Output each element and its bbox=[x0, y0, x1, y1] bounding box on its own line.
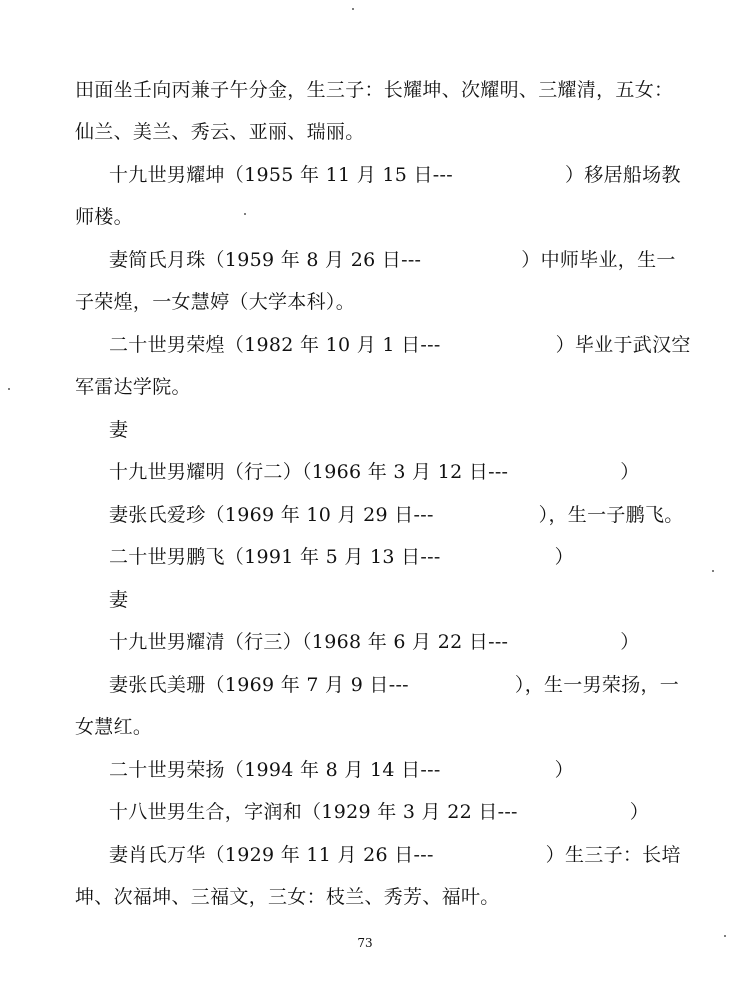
text-line: 师楼。 bbox=[75, 206, 133, 228]
text-line: 子荣煌，一女慧婷（大学本科）。 bbox=[75, 291, 356, 313]
text-line: 二十世男荣扬（1994 年 8 月 14 日--- ） bbox=[109, 759, 574, 781]
text-line: 二十世男鹏飞（1991 年 5 月 13 日--- ） bbox=[109, 546, 574, 568]
text-line: 军雷达学院。 bbox=[75, 376, 191, 398]
text-line: 田面坐壬向丙兼子午分金，生三子：长耀坤、次耀明、三耀清，五女： bbox=[75, 79, 674, 101]
text-line: 二十世男荣煌（1982 年 10 月 1 日--- ）毕业于武汉空 bbox=[109, 334, 691, 356]
text-line: 妻简氏月珠（1959 年 8 月 26 日--- ）中师毕业，生一 bbox=[109, 249, 676, 271]
scan-speck bbox=[352, 8, 354, 10]
page-number: 73 bbox=[357, 936, 373, 950]
text-line: 仙兰、美兰、秀云、亚丽、瑞丽。 bbox=[75, 121, 365, 143]
scan-speck bbox=[8, 388, 10, 390]
text-line: 坤、次福坤、三福文，三女：枝兰、秀芳、福叶。 bbox=[75, 886, 500, 908]
text-line: 妻张氏美珊（1969 年 7 月 9 日--- ），生一男荣扬，一 bbox=[109, 674, 680, 696]
scan-speck bbox=[244, 213, 246, 215]
text-line: 妻张氏爱珍（1969 年 10 月 29 日--- ），生一子鹏飞。 bbox=[109, 504, 684, 526]
text-line: 妻 bbox=[109, 419, 129, 441]
text-line: 妻 bbox=[109, 589, 129, 611]
text-line: 十九世男耀清（行三）（1968 年 6 月 22 日--- ） bbox=[109, 631, 640, 653]
text-line: 女慧红。 bbox=[75, 716, 153, 738]
text-line: 妻肖氏万华（1929 年 11 月 26 日--- ）生三子：长培 bbox=[109, 844, 681, 866]
scan-speck bbox=[712, 570, 714, 572]
scan-speck bbox=[724, 935, 726, 937]
text-line: 十九世男耀坤（1955 年 11 月 15 日--- ）移居船场教 bbox=[109, 164, 681, 186]
text-line: 十九世男耀明（行二）（1966 年 3 月 12 日--- ） bbox=[109, 461, 640, 483]
text-line: 十八世男生合，字润和（1929 年 3 月 22 日--- ） bbox=[109, 801, 650, 823]
